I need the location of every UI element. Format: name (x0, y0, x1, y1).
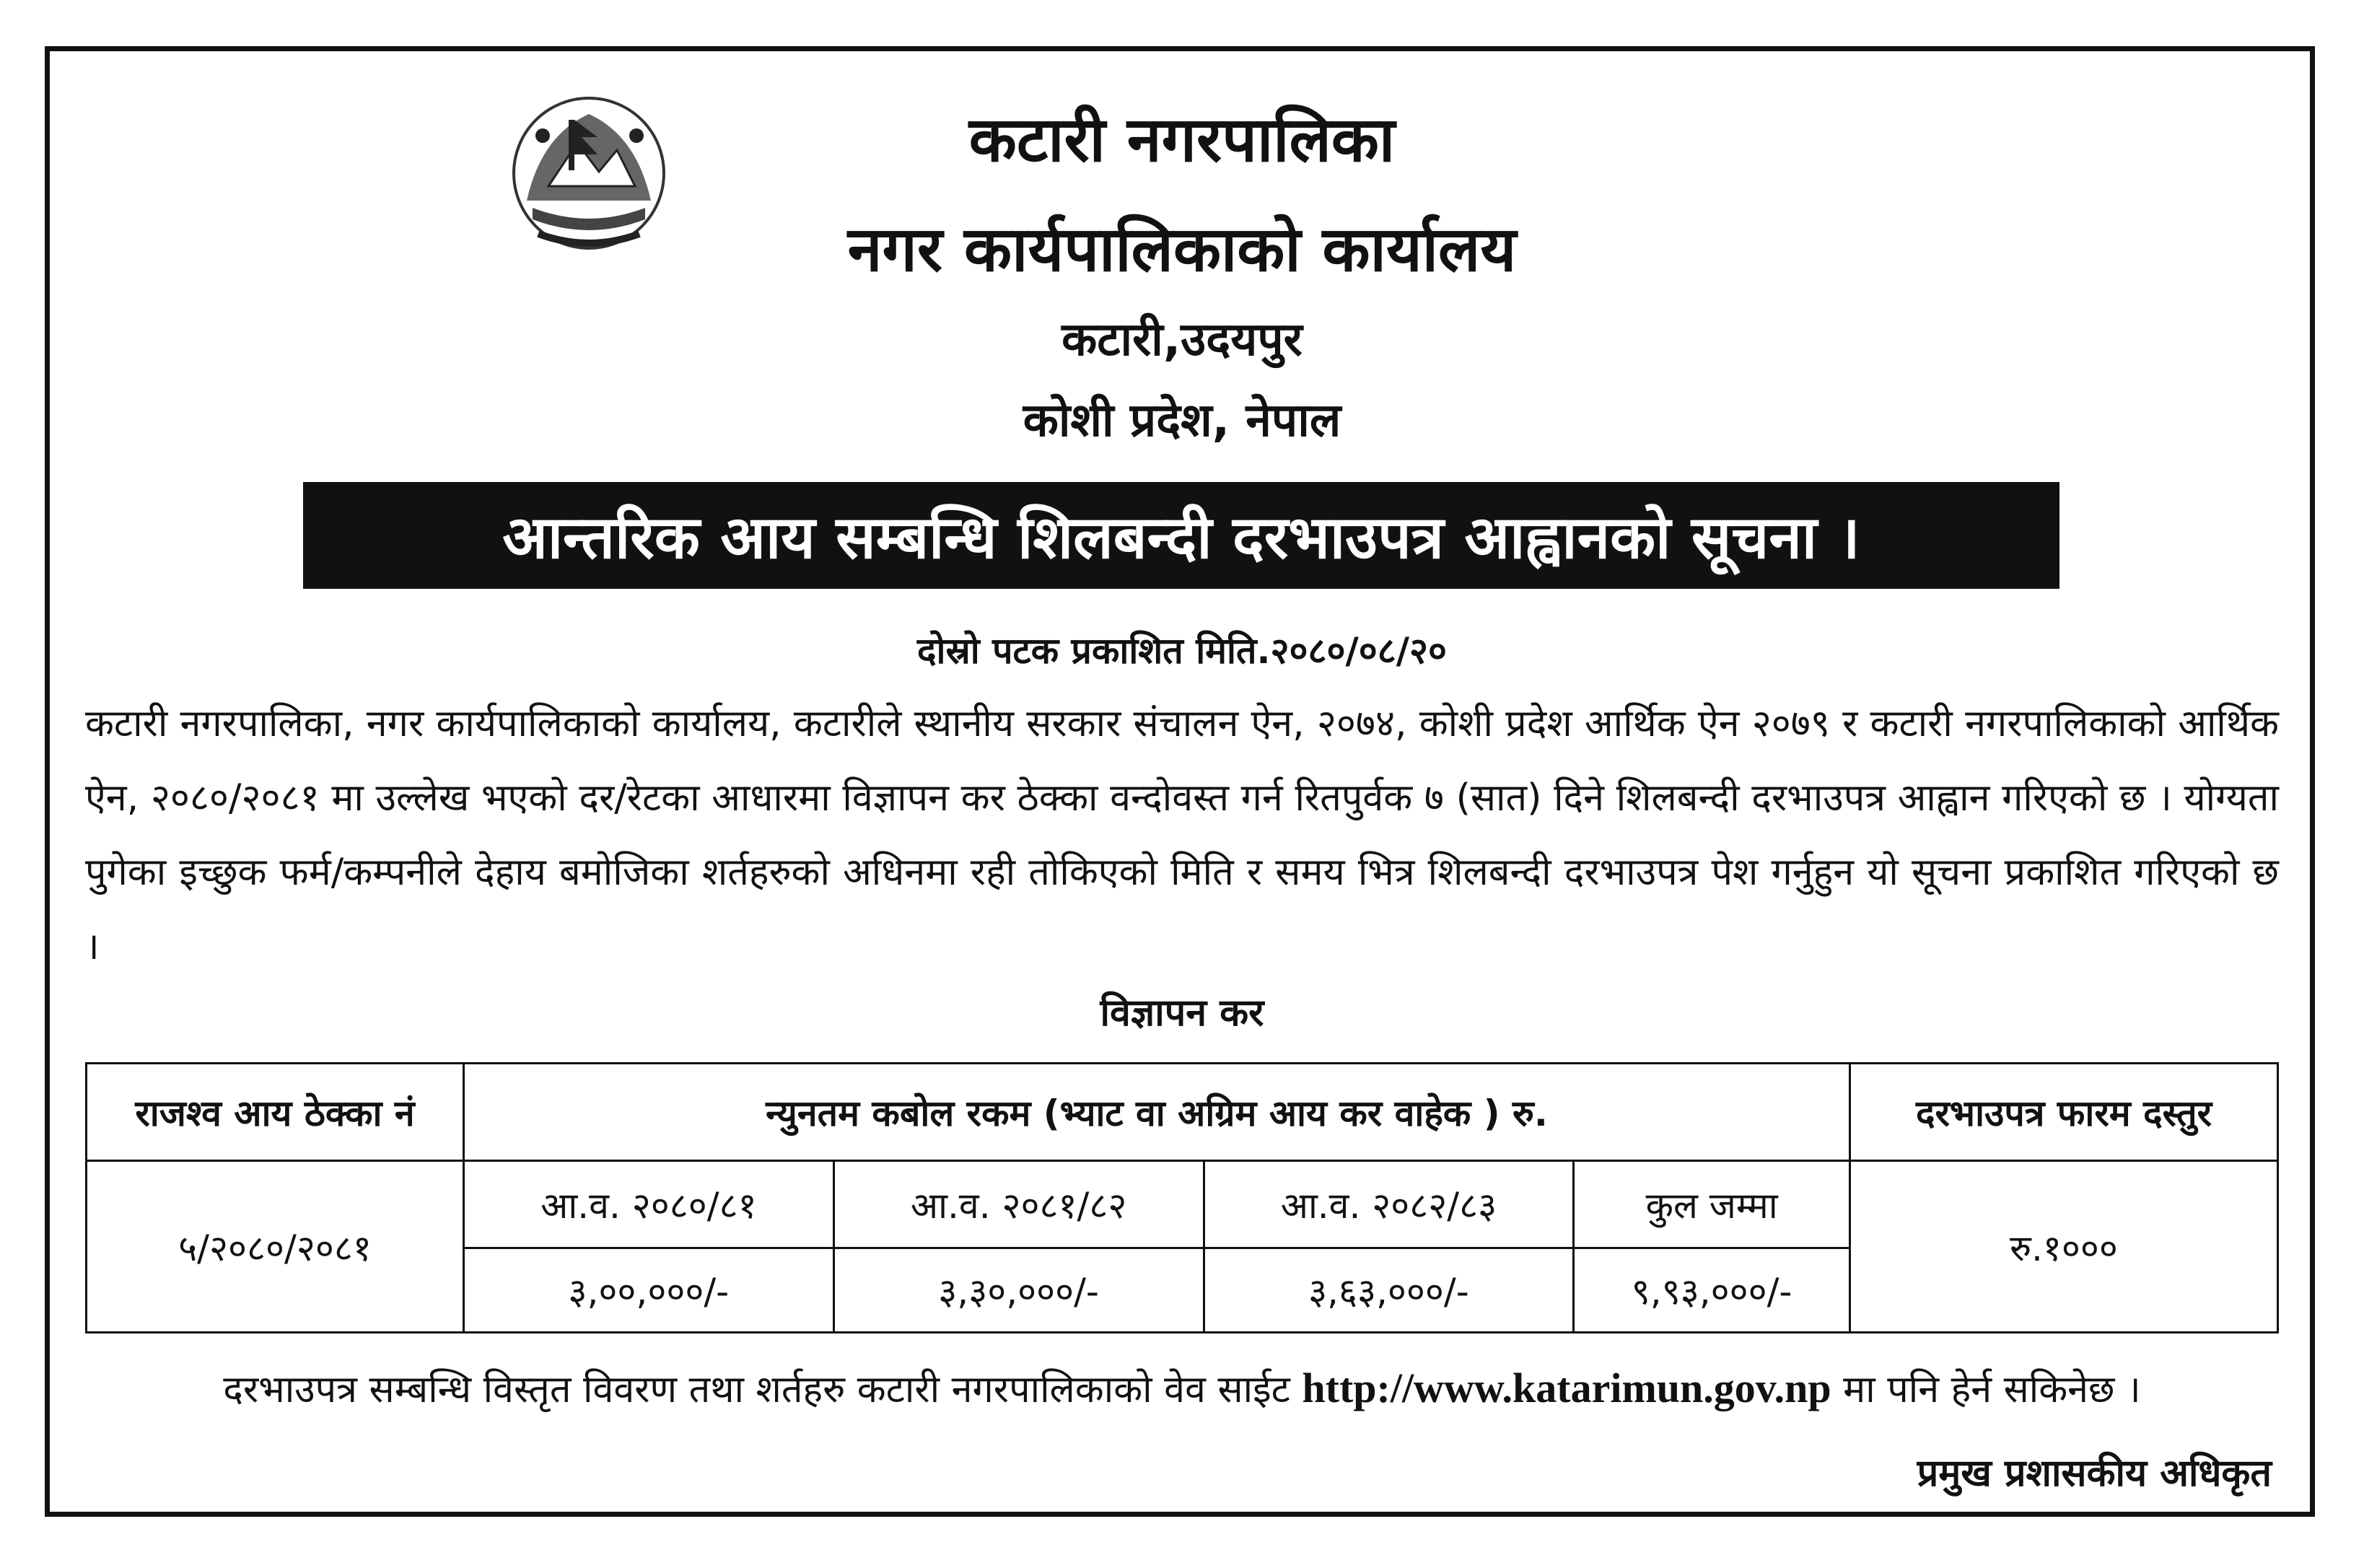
footer-text-after: मा पनि हेर्न सकिनेछ । (1843, 1368, 2141, 1411)
website-link[interactable]: http://www.katarimun.gov.np (1302, 1365, 1831, 1411)
total-label-cell: कुल जम्मा (1574, 1161, 1850, 1248)
org-name: कटारी नगरपालिका (968, 104, 1396, 176)
fiscal-year-cell: आ.व. २०८१/८२ (833, 1161, 1204, 1248)
header-contract-no: राजश्व आय ठेक्का नं (87, 1064, 464, 1161)
section-title: विज्ञापन कर (1100, 991, 1264, 1035)
header-form-fee: दरभाउपत्र फारम दस्तुर (1850, 1064, 2278, 1161)
table-row (87, 1161, 2278, 1248)
footer-text-before: दरभाउपत्र सम्बन्धि विस्तृत विवरण तथा शर्तहरु कटारी नगरपालिकाको वेव साईट (223, 1368, 1290, 1411)
total-amount-cell: ९,९३,०००/- (1574, 1248, 1850, 1333)
header-min-amount: न्युनतम कबोल रकम (भ्याट वा अग्रिम आय कर वाहेक ) रु. (464, 1064, 1850, 1161)
office-name: नगर कार्यपालिकाको कार्यालय (847, 214, 1517, 286)
fiscal-year-cell: आ.व. २०८०/८१ (464, 1161, 834, 1248)
notice-title-banner (303, 482, 2059, 589)
office-location: कटारी,उदयपुर (1061, 313, 1303, 367)
footer-note (0, 1362, 2364, 1414)
amount-cell: ३,६३,०००/- (1204, 1248, 1574, 1333)
amount-cell: ३,००,०००/- (464, 1248, 834, 1333)
fiscal-year-cell: आ.व. २०८२/८३ (1204, 1161, 1574, 1248)
contract-no-value: ५/२०८०/२०८१ (87, 1161, 464, 1333)
amount-cell: ३,३०,०००/- (833, 1248, 1204, 1333)
signatory: प्रमुख प्रशासकीय अधिकृत (1917, 1452, 2272, 1495)
tender-table (85, 1062, 2279, 1333)
table-header-row (87, 1064, 2278, 1161)
form-fee-value: रु.१००० (1850, 1161, 2278, 1333)
publish-date: दोस्रो पटक प्रकाशित मिति.२०८०/०८/२० (916, 630, 1448, 672)
notice-title: आन्तरिक आय सम्बन्धि शिलबन्दी दरभाउपत्र आह्वानको सूचना । (502, 504, 1860, 572)
province-country: कोशी प्रदेश, नेपाल (1023, 394, 1341, 447)
notice-body: कटारी नगरपालिका, नगर कार्यपालिकाको कार्यालय, कटारीले स्थानीय सरकार संचालन ऐन, २०७४, कोशी प्रदेश आर्थिक ऐन २०७९ र कटारी नगरपालिकाको आर्थिक ऐन, २०८०/२०८१ मा उल्लेख भएको दर/रेटका आधारमा विज्ञापन कर ठेक्का वन्दोवस्त गर्न रितपुर्वक ७ (सात) दिने शिलबन्दी दरभाउपत्र आह्वान गरिएको छ । योग्यता पुगेका इच्छुक फर्म/कम्पनीले देहाय बमोजिका शर्तहरुको अधिनमा रही तोकिएको मिति र समय भित्र शिलबन्दी दरभाउपत्र पेश गर्नुहुन यो सूचना प्रकाशित गरिएको छ । (85, 702, 2279, 968)
